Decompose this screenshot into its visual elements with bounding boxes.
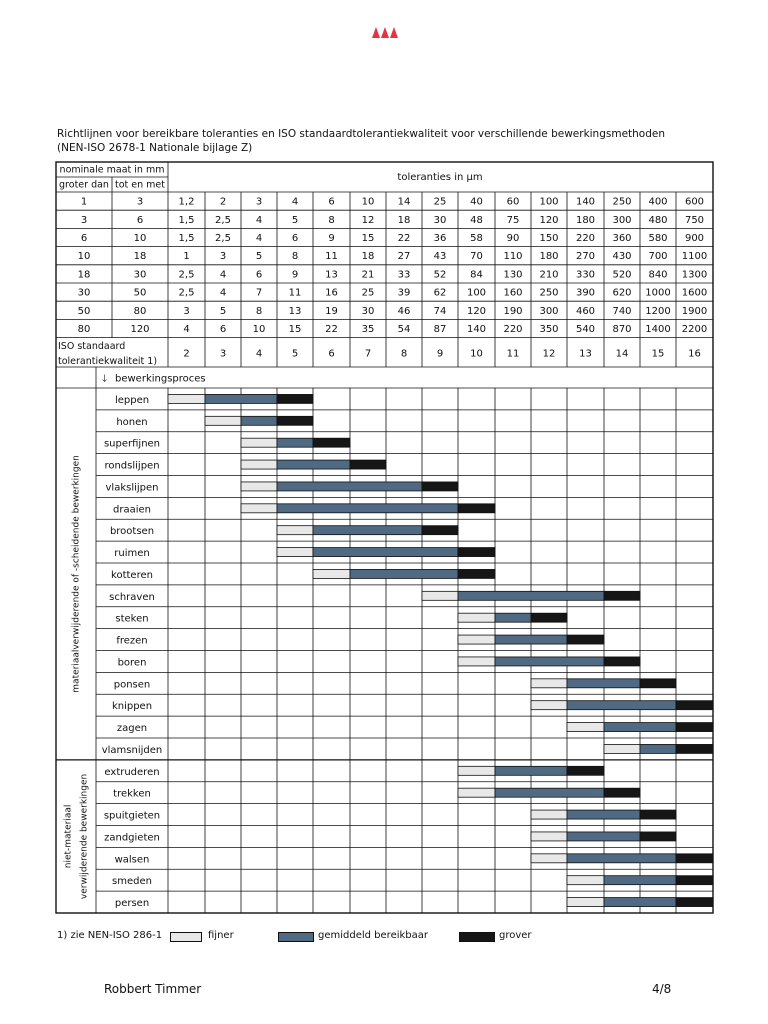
group1-label: materiaalverwijderende of -scheidende bewerkingen: [71, 455, 82, 693]
cell-from: 6: [80, 233, 88, 244]
cell-tolerance: 46: [397, 305, 411, 317]
bar-average: [567, 679, 640, 688]
process-name: smeden: [112, 876, 152, 888]
cell-tolerance: 1400: [645, 324, 671, 335]
bar-average: [495, 788, 604, 797]
cell-tolerance: 330: [575, 269, 596, 281]
cell-to: 80: [133, 305, 147, 317]
cell-tolerance: 300: [539, 305, 559, 317]
iso-grade: 4: [255, 348, 263, 360]
process-name: rondslijpen: [104, 460, 160, 472]
bar-coarse: [458, 569, 495, 578]
cell-tolerance: 22: [397, 233, 411, 244]
cell-tolerance: 3: [255, 196, 263, 208]
cell-tolerance: 8: [291, 251, 299, 263]
cell-tolerance: 1: [183, 251, 190, 263]
bar-average: [495, 766, 567, 775]
process-name: honen: [116, 416, 148, 428]
cell-tolerance: 52: [433, 269, 447, 281]
bar-average: [640, 744, 676, 753]
bar-fine: [567, 723, 604, 732]
cell-tolerance: 12: [361, 214, 375, 226]
cell-tolerance: 84: [470, 269, 483, 281]
bar-coarse: [458, 548, 495, 557]
cell-to: 18: [133, 251, 147, 263]
cell-tolerance: 400: [648, 196, 668, 208]
cell-tolerance: 130: [503, 269, 523, 281]
arrow-down-icon: 🡓: [102, 373, 108, 385]
bar-average: [241, 416, 277, 425]
cell-tolerance: 2,5: [178, 269, 195, 281]
cell-tolerance: 250: [539, 287, 559, 299]
bar-fine: [458, 766, 495, 775]
cell-tolerance: 2,5: [178, 287, 195, 299]
legend-note: 1) zie NEN-ISO 286-1: [57, 930, 163, 941]
bar-average: [604, 898, 676, 907]
cell-from: 18: [77, 269, 91, 281]
iso-grade: 10: [470, 348, 483, 360]
iso-label: tolerantiekwaliteit 1): [58, 356, 158, 368]
cell-tolerance: 9: [291, 269, 299, 281]
bar-average: [277, 460, 350, 469]
cell-tolerance: 360: [612, 233, 632, 244]
cell-from: 10: [77, 251, 91, 263]
cell-tolerance: 18: [397, 214, 411, 226]
cell-tolerance: 4: [255, 214, 263, 226]
process-name: vlamsnijden: [101, 744, 163, 756]
cell-tolerance: 5: [219, 305, 227, 317]
bar-fine: [531, 832, 567, 841]
cell-tolerance: 1000: [645, 287, 671, 299]
iso-grade: 14: [615, 348, 629, 360]
cell-tolerance: 2: [219, 196, 227, 208]
cell-tolerance: 13: [288, 305, 302, 317]
cell-tolerance: 1,2: [178, 196, 195, 208]
cell-tolerance: 21: [361, 269, 375, 281]
cell-tolerance: 480: [648, 214, 668, 226]
cell-tolerance: 220: [503, 324, 523, 335]
cell-tolerance: 11: [288, 287, 302, 299]
process-name: trekken: [113, 788, 151, 800]
process-name: persen: [114, 898, 150, 910]
bar-coarse: [422, 482, 458, 491]
bar-coarse: [640, 810, 676, 819]
cell-tolerance: 14: [397, 196, 411, 208]
iso-grade: 6: [328, 348, 335, 360]
cell-tolerance: 9: [328, 233, 335, 244]
cell-tolerance: 900: [684, 233, 705, 244]
bar-fine: [168, 394, 205, 403]
bar-coarse: [458, 504, 495, 513]
iso-grade: 12: [542, 348, 556, 360]
cell-tolerance: 25: [361, 287, 375, 299]
bar-fine: [205, 416, 241, 425]
bar-coarse: [350, 460, 386, 469]
bar-fine: [567, 898, 604, 907]
cell-tolerance: 350: [539, 324, 559, 335]
process-name: ponsen: [113, 679, 151, 691]
bar-average: [567, 854, 676, 863]
cell-to: 50: [133, 287, 147, 299]
cell-tolerance: 3: [219, 251, 227, 263]
iso-label: ISO standaard: [58, 341, 126, 353]
footer-author: Robbert Timmer: [104, 982, 202, 996]
intro-line-1: Richtlijnen voor bereikbare toleranties en ISO standaardtolerantiekwaliteit voor verschillende bewerkingsmethoden: [57, 128, 666, 140]
cell-tolerance: 7: [255, 287, 263, 299]
cell-tolerance: 180: [539, 251, 559, 263]
bar-coarse: [604, 788, 640, 797]
legend-fine-label: fijner: [208, 930, 234, 941]
cell-tolerance: 120: [539, 214, 559, 226]
cell-tolerance: 62: [433, 287, 447, 299]
cell-tolerance: 5: [255, 251, 263, 263]
process-name: kotteren: [111, 569, 153, 581]
cell-tolerance: 5: [291, 214, 299, 226]
legend-coarse-label: grover: [499, 930, 532, 941]
legend-fine-swatch: [170, 932, 202, 942]
bar-fine: [458, 613, 495, 622]
cell-tolerance: 3: [183, 305, 190, 317]
cell-tolerance: 10: [361, 196, 375, 208]
cell-tolerance: 1100: [681, 251, 708, 263]
cell-tolerance: 430: [612, 251, 632, 263]
bar-fine: [531, 854, 567, 863]
bar-fine: [241, 438, 277, 447]
cell-tolerance: 90: [506, 233, 520, 244]
bar-average: [495, 657, 604, 666]
cell-from: 3: [80, 214, 88, 226]
bar-coarse: [676, 898, 713, 907]
cell-tolerance: 75: [506, 214, 520, 226]
bar-fine: [604, 744, 640, 753]
bar-coarse: [531, 613, 567, 622]
cell-tolerance: 33: [397, 269, 411, 281]
cell-tolerance: 250: [612, 196, 632, 208]
cell-tolerance: 35: [361, 324, 375, 335]
bar-fine: [241, 504, 277, 513]
cell-from: 50: [77, 305, 91, 317]
cell-tolerance: 100: [466, 287, 487, 299]
process-name: vlakslijpen: [105, 482, 159, 494]
cell-tolerance: 4: [219, 287, 227, 299]
group2-label: niet-materiaal: [63, 804, 74, 869]
cell-tolerance: 70: [470, 251, 483, 263]
cell-tolerance: 840: [648, 269, 668, 281]
cell-tolerance: 13: [325, 269, 338, 281]
cell-tolerance: 2,5: [215, 214, 231, 226]
cell-tolerance: 8: [328, 214, 335, 226]
bar-average: [277, 438, 313, 447]
bar-coarse: [422, 526, 458, 535]
process-name: zagen: [116, 723, 148, 735]
cell-tolerance: 6: [328, 196, 335, 208]
cell-tolerance: 740: [612, 305, 632, 317]
cell-tolerance: 16: [325, 287, 338, 299]
bar-coarse: [676, 701, 713, 710]
bar-fine: [422, 591, 458, 600]
cell-tolerance: 300: [612, 214, 632, 226]
bar-coarse: [640, 832, 676, 841]
cell-tolerance: 6: [219, 324, 227, 335]
cell-from: 30: [77, 287, 91, 299]
cell-tolerance: 22: [325, 324, 338, 335]
bar-coarse: [676, 854, 713, 863]
cell-tolerance: 120: [466, 305, 487, 317]
cell-tolerance: 2200: [681, 324, 708, 335]
cell-tolerance: 600: [684, 196, 705, 208]
process-name: ruimen: [114, 548, 150, 560]
bar-average: [604, 723, 676, 732]
iso-grade: 13: [579, 348, 592, 360]
header-nominal: nominale maat in mm: [59, 164, 165, 176]
cell-from: 80: [77, 324, 91, 335]
cell-tolerance: 620: [612, 287, 632, 299]
process-name: draaien: [113, 504, 151, 516]
process-name: knippen: [111, 701, 153, 713]
bar-fine: [458, 788, 495, 797]
cell-tolerance: 190: [503, 305, 523, 317]
bar-fine: [567, 876, 604, 885]
cell-tolerance: 60: [506, 196, 520, 208]
bar-fine: [531, 701, 567, 710]
bar-average: [313, 526, 422, 535]
cell-tolerance: 40: [470, 196, 483, 208]
process-name: superfijnen: [103, 438, 161, 450]
cell-tolerance: 74: [433, 305, 447, 317]
cell-tolerance: 520: [612, 269, 632, 281]
proces-label: bewerkingsproces: [115, 373, 206, 385]
cell-tolerance: 2,5: [215, 233, 231, 244]
cell-tolerance: 100: [539, 196, 559, 208]
iso-grade: 2: [183, 348, 190, 360]
cell-to: 30: [133, 269, 147, 281]
cell-tolerance: 19: [325, 305, 338, 317]
bar-coarse: [277, 416, 313, 425]
header-tolerances: toleranties in µm: [397, 172, 483, 183]
legend-avg-swatch: [278, 932, 314, 942]
cell-tolerance: 1900: [681, 305, 708, 317]
cell-tolerance: 8: [255, 305, 263, 317]
process-name: schraven: [109, 591, 155, 603]
process-name: boren: [117, 657, 147, 669]
cell-tolerance: 140: [466, 324, 487, 335]
cell-to: 120: [130, 324, 150, 335]
bar-average: [313, 548, 458, 557]
cell-tolerance: 4: [219, 269, 227, 281]
cell-tolerance: 87: [433, 324, 447, 335]
cell-tolerance: 54: [397, 324, 411, 335]
iso-grade: 5: [291, 348, 299, 360]
iso-grade: 8: [400, 348, 408, 360]
cell-tolerance: 25: [433, 196, 447, 208]
bar-average: [604, 876, 676, 885]
cell-tolerance: 110: [503, 251, 523, 263]
legend-coarse-swatch: [459, 932, 495, 942]
cell-tolerance: 1,5: [178, 233, 195, 244]
bar-coarse: [277, 394, 313, 403]
bar-average: [567, 701, 676, 710]
cell-tolerance: 220: [575, 233, 596, 244]
cell-tolerance: 10: [252, 324, 266, 335]
iso-grade: 3: [219, 348, 227, 360]
cell-tolerance: 18: [361, 251, 375, 263]
cell-tolerance: 870: [612, 324, 632, 335]
bar-fine: [531, 810, 567, 819]
cell-tolerance: 180: [575, 214, 596, 226]
bar-fine: [241, 460, 277, 469]
process-name: leppen: [114, 394, 150, 406]
cell-tolerance: 160: [503, 287, 523, 299]
iso-grade: 16: [688, 348, 701, 360]
group2-label: verwijderende bewerkingen: [79, 773, 90, 900]
iso-grade: 9: [436, 348, 444, 360]
bar-coarse: [313, 438, 350, 447]
cell-tolerance: 540: [575, 324, 596, 335]
bar-average: [495, 635, 567, 644]
cell-tolerance: 210: [539, 269, 559, 281]
bar-average: [495, 613, 531, 622]
bar-average: [567, 832, 640, 841]
bar-average: [350, 569, 458, 578]
bar-average: [458, 591, 604, 600]
cell-to: 10: [133, 233, 147, 244]
cell-tolerance: 11: [325, 251, 338, 263]
bar-fine: [458, 635, 495, 644]
cell-tolerance: 6: [291, 233, 299, 244]
cell-tolerance: 390: [575, 287, 596, 299]
bar-coarse: [567, 635, 604, 644]
cell-tolerance: 15: [361, 233, 375, 244]
cell-tolerance: 1,5: [178, 214, 195, 226]
bar-fine: [531, 679, 567, 688]
cell-to: 3: [136, 196, 144, 208]
legend-avg-label: gemiddeld bereikbaar: [318, 930, 428, 941]
cell-tolerance: 1200: [645, 305, 671, 317]
bar-average: [277, 482, 422, 491]
cell-tolerance: 15: [288, 324, 302, 335]
cell-tolerance: 150: [539, 233, 559, 244]
cell-tolerance: 1600: [681, 287, 708, 299]
cell-from: 1: [80, 196, 88, 208]
iso-grade: 7: [364, 348, 372, 360]
bar-average: [567, 810, 640, 819]
cell-tolerance: 750: [684, 214, 705, 226]
bar-coarse: [640, 679, 676, 688]
process-name: frezen: [116, 635, 148, 647]
cell-tolerance: 30: [433, 214, 447, 226]
process-name: steken: [115, 613, 149, 625]
intro-line-2: (NEN-ISO 2678-1 Nationale bijlage Z): [57, 142, 253, 154]
cell-tolerance: 4: [291, 196, 299, 208]
cell-tolerance: 4: [255, 233, 263, 244]
cell-tolerance: 580: [648, 233, 668, 244]
cell-tolerance: 39: [397, 287, 411, 299]
header-from: groter dan: [59, 179, 109, 191]
cell-tolerance: 27: [397, 251, 411, 263]
cell-tolerance: 30: [361, 305, 375, 317]
cell-tolerance: 4: [183, 324, 190, 335]
cell-tolerance: 270: [575, 251, 596, 263]
cell-tolerance: 700: [648, 251, 668, 263]
bar-fine: [241, 482, 277, 491]
bar-fine: [313, 569, 350, 578]
bar-fine: [277, 526, 313, 535]
cell-tolerance: 48: [470, 214, 483, 226]
cell-tolerance: 460: [575, 305, 596, 317]
cell-tolerance: 36: [433, 233, 447, 244]
bar-fine: [458, 657, 495, 666]
process-name: walsen: [114, 854, 150, 866]
cell-tolerance: 140: [575, 196, 596, 208]
cell-tolerance: 1300: [681, 269, 708, 281]
cell-tolerance: 6: [255, 269, 263, 281]
cell-to: 6: [136, 214, 144, 226]
process-name: extruderen: [104, 766, 160, 778]
iso-grade: 11: [506, 348, 520, 360]
bar-average: [205, 394, 277, 403]
bar-coarse: [567, 766, 604, 775]
bar-coarse: [604, 657, 640, 666]
bar-coarse: [676, 876, 713, 885]
bar-coarse: [676, 744, 713, 753]
header-to: tot en met: [115, 179, 165, 191]
bar-coarse: [676, 723, 713, 732]
footer-page: 4/8: [652, 982, 672, 996]
cell-tolerance: 58: [470, 233, 483, 244]
bar-fine: [277, 548, 313, 557]
iso-grade: 15: [651, 348, 665, 360]
cell-tolerance: 43: [433, 251, 447, 263]
process-name: spuitgieten: [103, 810, 161, 822]
bar-average: [277, 504, 458, 513]
process-name: zandgieten: [104, 832, 160, 844]
bar-coarse: [604, 591, 640, 600]
process-name: brootsen: [109, 526, 155, 538]
